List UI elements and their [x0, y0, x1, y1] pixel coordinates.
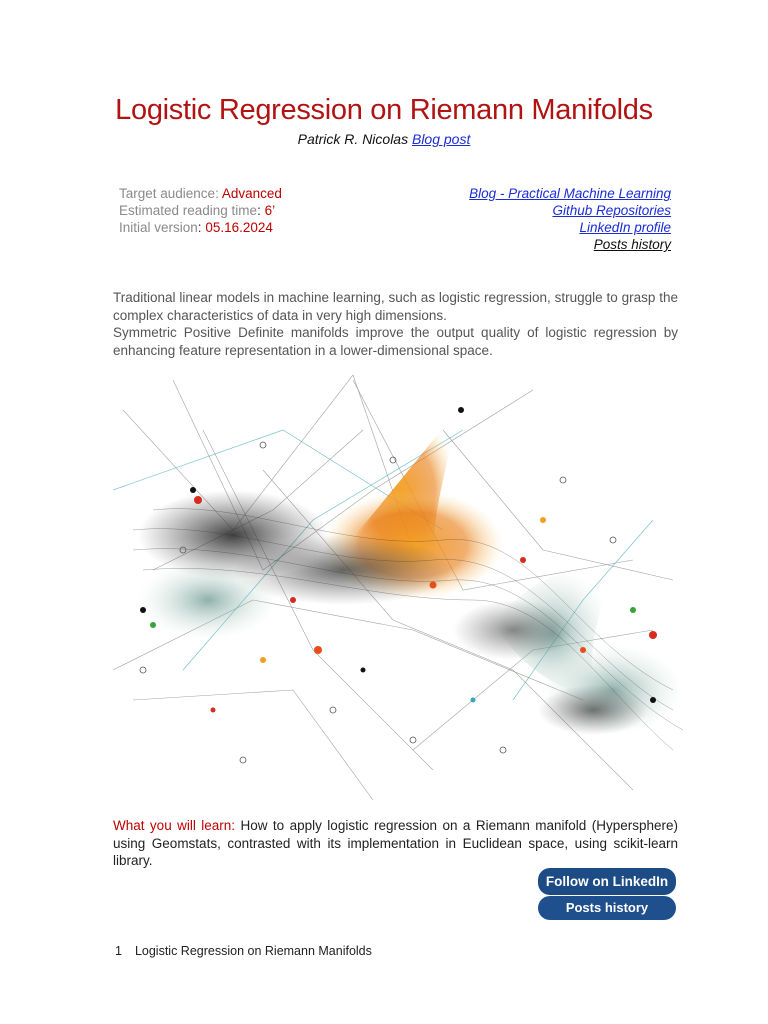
- reading-value: 6’: [264, 203, 276, 218]
- byline: [0, 131, 768, 147]
- page-footer: [115, 944, 372, 958]
- learn-text: How to apply logistic regression on a Riemann manifold (Hypersphere) using Geomstats, contrasted with its implementation in Euclidean space, using scikit-learn library.: [113, 818, 679, 868]
- linkedin-profile-link[interactable]: LinkedIn profile: [579, 220, 671, 235]
- version-label: Initial version: [119, 220, 198, 235]
- page-number: 1: [115, 944, 122, 958]
- external-links: [469, 185, 671, 253]
- author-name: Patrick R. Nicolas: [297, 131, 409, 147]
- learn-label: What you will learn:: [113, 818, 236, 833]
- target-audience: [119, 185, 282, 202]
- audience-value: Advanced: [221, 186, 282, 201]
- reading-time: [119, 202, 282, 219]
- learning-objective: [113, 817, 678, 870]
- github-repositories-link[interactable]: Github Repositories: [552, 203, 671, 218]
- footer-title: Logistic Regression on Riemann Manifolds: [134, 944, 372, 958]
- initial-version: [119, 219, 282, 236]
- version-sep: :: [197, 220, 206, 235]
- manifold-illustration: [113, 370, 685, 808]
- document-title: Logistic Regression on Riemann Manifolds: [115, 94, 653, 126]
- intro-text: [113, 289, 678, 359]
- audience-label: Target audience:: [119, 186, 222, 201]
- follow-linkedin-button[interactable]: Follow on LinkedIn: [538, 868, 676, 895]
- intro-paragraph-1: Traditional linear models in machine learning, such as logistic regression, struggle to grasp the complex characteristics of data in very high dimensions.: [113, 290, 678, 323]
- version-value: 05.16.2024: [205, 220, 273, 235]
- intro-paragraph-2: Symmetric Positive Definite manifolds improve the output quality of logistic regression by enhancing feature representation in a lower-dimensional space.: [113, 325, 678, 358]
- posts-history-button[interactable]: Posts history: [538, 896, 676, 920]
- blog-practical-ml-link[interactable]: Blog - Practical Machine Learning: [469, 186, 671, 201]
- article-meta: [119, 185, 282, 236]
- reading-label: Estimated reading time: [119, 203, 258, 218]
- reading-sep: :: [257, 203, 265, 218]
- blog-post-link[interactable]: Blog post: [411, 131, 471, 147]
- posts-history-link[interactable]: Posts history: [593, 237, 671, 252]
